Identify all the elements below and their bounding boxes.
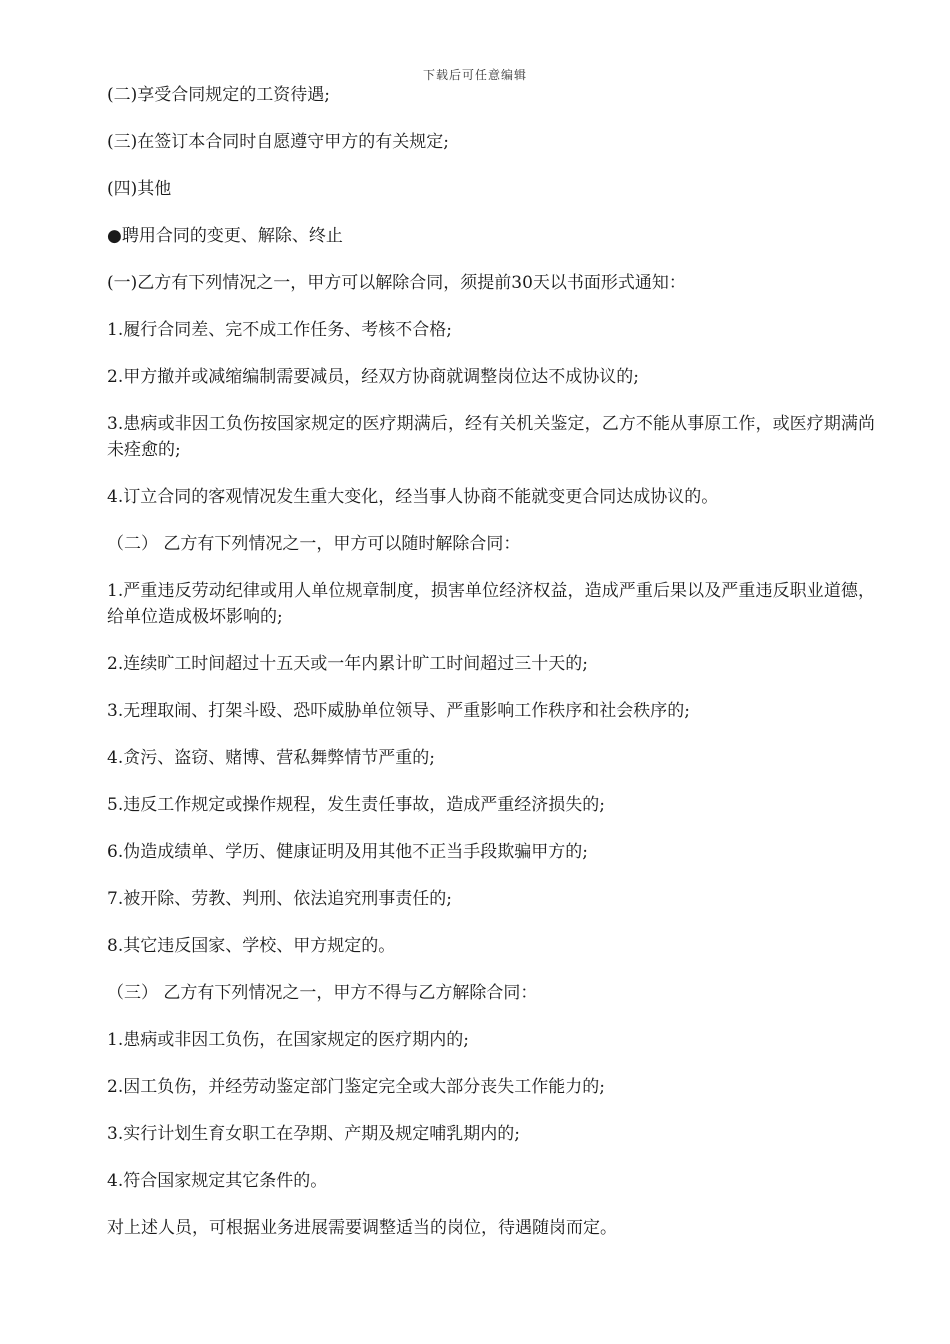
list-item: 2.甲方撤并或减缩编制需要减员，经双方协商就调整岗位达不成协议的; — [107, 367, 639, 387]
list-item: 4.符合国家规定其它条件的。 — [107, 1171, 328, 1191]
list-item: 8.其它违反国家、学校、甲方规定的。 — [107, 936, 396, 956]
header-note: 下载后可任意编辑 — [422, 68, 527, 82]
list-item: 1.履行合同差、完不成工作任务、考核不合格; — [107, 320, 452, 340]
list-item: 5.违反工作规定或操作规程，发生责任事故，造成严重经济损失的; — [107, 795, 605, 815]
paragraph: (四)其他 — [107, 179, 172, 199]
list-item: 4.订立合同的客观情况发生重大变化，经当事人协商不能就变更合同达成协议的。 — [107, 487, 719, 507]
list-item: 3.患病或非因工负伤按国家规定的医疗期满后，经有关机关鉴定，乙方不能从事原工作，或医疗期满尚未痊愈的; — [107, 414, 875, 460]
section-heading: ●聘用合同的变更、解除、终止 — [107, 226, 343, 246]
list-item: 3.无理取闹、打架斗殴、恐吓威胁单位领导、严重影响工作秩序和社会秩序的; — [107, 701, 690, 721]
paragraph: (一)乙方有下列情况之一，甲方可以解除合同，须提前30天以书面形式通知： — [107, 273, 686, 293]
list-item: 2.因工负伤，并经劳动鉴定部门鉴定完全或大部分丧失工作能力的; — [107, 1077, 605, 1097]
list-item: 1.患病或非因工负伤，在国家规定的医疗期内的; — [107, 1030, 469, 1050]
list-item: 6.伪造成绩单、学历、健康证明及用其他不正当手段欺骗甲方的; — [107, 842, 588, 862]
list-item: 2.连续旷工时间超过十五天或一年内累计旷工时间超过三十天的; — [107, 654, 588, 674]
paragraph: （三） 乙方有下列情况之一，甲方不得与乙方解除合同： — [107, 983, 538, 1003]
list-item: 4.贪污、盗窃、赌博、营私舞弊情节严重的; — [107, 748, 435, 768]
list-item: 1.严重违反劳动纪律或用人单位规章制度，损害单位经济权益，造成严重后果以及严重违反职业道德，给单位造成极坏影响的; — [107, 581, 875, 627]
list-item: 7.被开除、劳教、判刑、依法追究刑事责任的; — [107, 889, 452, 909]
paragraph: (二)享受合同规定的工资待遇; — [107, 85, 330, 105]
paragraph: 对上述人员，可根据业务进展需要调整适当的岗位，待遇随岗而定。 — [107, 1218, 617, 1238]
document-body — [107, 82, 875, 1262]
paragraph: (三)在签订本合同时自愿遵守甲方的有关规定; — [107, 132, 449, 152]
list-item: 3.实行计划生育女职工在孕期、产期及规定哺乳期内的; — [107, 1124, 520, 1144]
paragraph: （二） 乙方有下列情况之一，甲方可以随时解除合同： — [107, 534, 521, 554]
